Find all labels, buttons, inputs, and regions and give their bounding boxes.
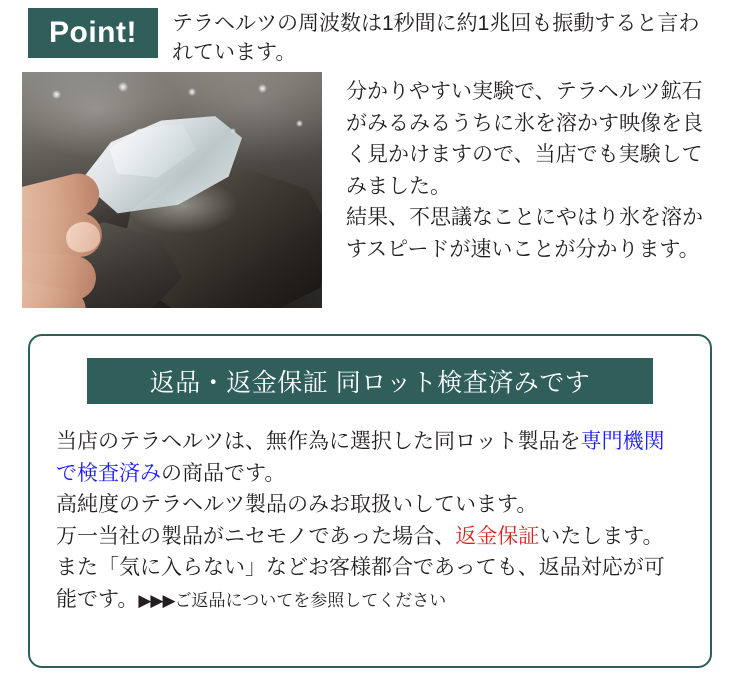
sparkle-icon <box>118 82 128 92</box>
experiment-paragraph-2: 結果、不思議なことにやはり氷を溶かすスピードが速いことが分かります。 <box>346 206 703 261</box>
guarantee-title: 返品・返金保証 同ロット検査済みです <box>87 358 653 404</box>
point-section <box>28 8 718 68</box>
terahertz-stone-photo <box>22 72 322 308</box>
inspection-link[interactable]: 専門機関で検査済み <box>56 430 665 485</box>
sparkle-icon <box>52 90 61 99</box>
refund-guarantee-highlight: 返金保証 <box>455 524 540 548</box>
guarantee-body <box>56 426 684 615</box>
point-description: テラヘルツの周波数は1秒間に約1兆回も振動すると言われています。 <box>172 12 700 64</box>
point-badge: Point! <box>28 8 158 58</box>
guarantee-line-5 <box>56 552 684 615</box>
triple-arrow-icon: ▶▶▶ <box>138 590 175 610</box>
guarantee-line-4 <box>56 521 684 553</box>
experiment-section <box>22 72 722 308</box>
guarantee-line-4-text-a: 万一当社の製品がニセモノであった場合、 <box>56 524 456 548</box>
guarantee-line-2-text: の商品です。 <box>161 461 286 485</box>
guarantee-line-3: 高純度のテラヘルツ製品のみお取扱いしています。 <box>56 493 538 516</box>
sparkle-icon <box>188 88 196 96</box>
guarantee-line-1-text: 当店のテラヘルツは、無作為に選択した同ロット製品を <box>56 430 581 453</box>
guarantee-line-1 <box>56 426 684 489</box>
experiment-description <box>322 72 722 265</box>
experiment-paragraph-1: 分かりやすい実験で、テラヘルツ鉱石がみるみるうちに氷を溶かす映像を良く見かけますので、当店でも実験してみました。 <box>346 80 703 198</box>
guarantee-box <box>28 334 712 668</box>
return-policy-link[interactable]: ご返品についてを参照してください <box>174 590 447 610</box>
guarantee-line-4-text-b: いたします。 <box>539 524 664 548</box>
sparkle-icon <box>296 120 303 127</box>
guarantee-line-5-text: また「気に入らない」などお客様都合であっても、返品対応が可能です。 <box>56 556 665 611</box>
sparkle-icon <box>258 84 267 93</box>
